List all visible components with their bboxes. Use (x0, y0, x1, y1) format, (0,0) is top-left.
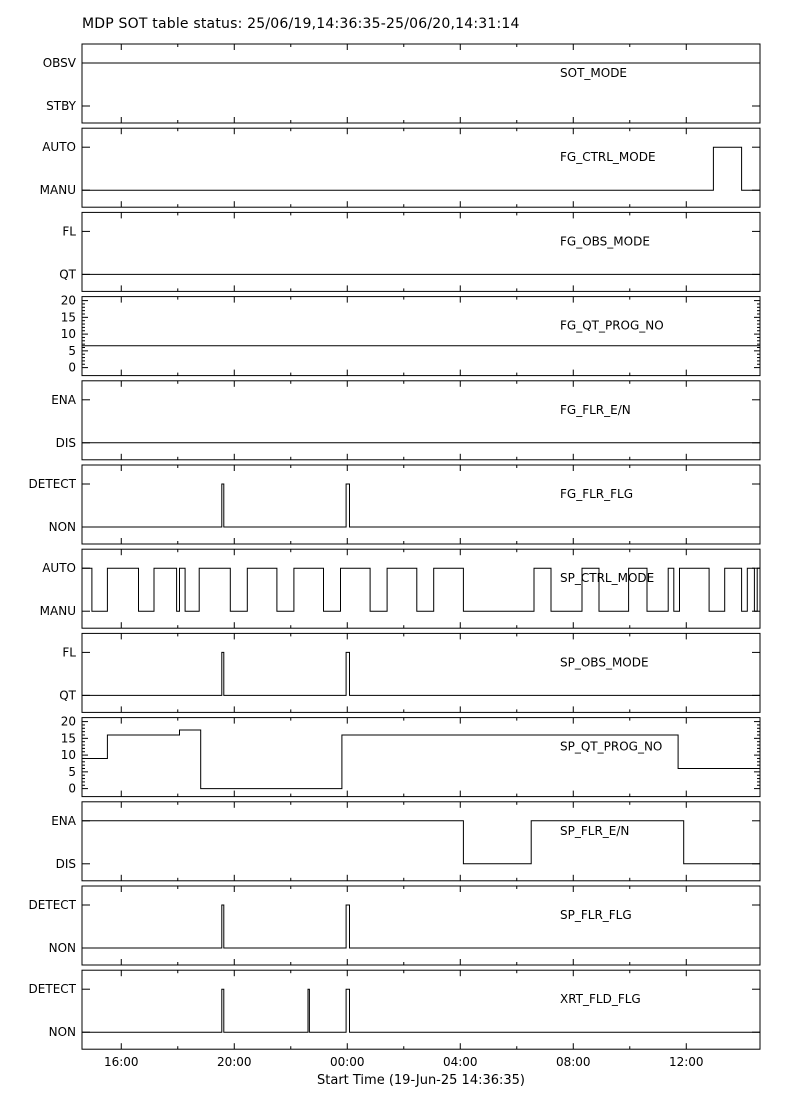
x-tick-label: 00:00 (329, 1055, 365, 1070)
panel-sp-obs-mode (59, 633, 760, 712)
y-state-label: DETECT (28, 477, 76, 491)
panel-frame (82, 44, 760, 123)
series-line (82, 989, 760, 1032)
panel-name: SP_CTRL_MODE (560, 571, 655, 586)
panel-frame (82, 297, 760, 376)
panel-frame (82, 718, 760, 797)
panel-fg-qt-prog-no (61, 294, 760, 376)
y-state-label: OBSV (42, 56, 76, 70)
panel-sp-qt-prog-no (61, 715, 760, 797)
series-line (82, 147, 760, 190)
panel-name: SOT_MODE (560, 66, 628, 80)
panel-name: SP_FLR_FLG (560, 908, 632, 922)
panel-frame (82, 381, 760, 460)
y-state-label: NON (48, 1025, 76, 1040)
panel-sp-flr-flg (29, 886, 760, 965)
y-tick-label: 15 (60, 731, 76, 746)
panel-sp-ctrl-mode (40, 549, 760, 628)
y-tick-label: 20 (60, 714, 76, 729)
panel-frame (82, 465, 760, 544)
panel-frame (82, 549, 760, 628)
panel-name: SP_QT_PROG_NO (560, 739, 663, 754)
y-state-label: QT (59, 267, 76, 282)
panel-sot-mode (43, 44, 760, 123)
panel-name: FG_FLR_FLG (560, 487, 634, 501)
y-state-label: NON (48, 941, 76, 955)
x-tick-label: 08:00 (555, 1055, 591, 1070)
y-state-label: DETECT (28, 898, 76, 912)
y-state-label: MANU (39, 183, 76, 198)
panel-fg-ctrl-mode (40, 128, 760, 207)
panel-name: FG_FLR_E/N (560, 402, 631, 417)
chart-title: MDP SOT table status: 25/06/19,14:36:35-25/06/20,14:31:14 (82, 16, 520, 32)
panel-name: FG_CTRL_MODE (560, 150, 656, 165)
x-tick-label: 20:00 (216, 1055, 252, 1070)
x-tick-label: 04:00 (442, 1055, 478, 1070)
y-state-label: AUTO (42, 140, 76, 155)
y-tick-label: 10 (60, 748, 76, 763)
x-tick-label: 16:00 (103, 1055, 139, 1070)
y-state-label: STBY (46, 99, 76, 113)
panel-frame (82, 802, 760, 881)
panel-frame (82, 633, 760, 712)
panel-frame (82, 886, 760, 965)
series-line (82, 821, 760, 864)
y-state-label: FL (62, 645, 76, 660)
y-tick-label: 0 (68, 781, 76, 796)
y-tick-label: 5 (68, 343, 76, 358)
y-state-label: DIS (55, 856, 76, 871)
x-tick-label: 12:00 (668, 1055, 704, 1070)
y-tick-label: 10 (60, 327, 76, 342)
panel-xrt-fld-flg (29, 970, 760, 1049)
panel-name: FG_OBS_MODE (560, 234, 650, 249)
panel-frame (82, 970, 760, 1049)
series-line (82, 568, 760, 611)
panel-fg-flr-flg (29, 465, 760, 544)
series-line (82, 905, 760, 948)
panel-frame (82, 212, 760, 291)
y-state-label: QT (59, 688, 76, 703)
panel-name: SP_OBS_MODE (560, 655, 649, 670)
y-state-label: ENA (51, 392, 76, 407)
y-tick-label: 15 (60, 310, 76, 325)
y-tick-label: 20 (60, 293, 76, 308)
y-state-label: ENA (51, 813, 76, 828)
panel-name: FG_QT_PROG_NO (560, 318, 664, 333)
y-state-label: DETECT (28, 982, 76, 997)
panel-name: XRT_FLD_FLG (560, 992, 641, 1007)
panel-sp-flr-e-n (51, 802, 760, 881)
y-tick-label: 0 (68, 360, 76, 375)
y-state-label: FL (62, 224, 76, 239)
panel-fg-obs-mode (59, 212, 760, 291)
panel-frame (82, 128, 760, 207)
y-tick-label: 5 (68, 764, 76, 779)
y-state-label: AUTO (42, 561, 76, 576)
panel-name: SP_FLR_E/N (560, 823, 630, 838)
y-state-label: NON (48, 520, 76, 534)
y-state-label: DIS (55, 435, 76, 450)
y-state-label: MANU (39, 604, 76, 619)
series-line (82, 652, 760, 695)
series-line (82, 484, 760, 527)
x-axis-label: Start Time (19-Jun-25 14:36:35) (317, 1073, 525, 1088)
panel-fg-flr-e-n (51, 381, 760, 460)
